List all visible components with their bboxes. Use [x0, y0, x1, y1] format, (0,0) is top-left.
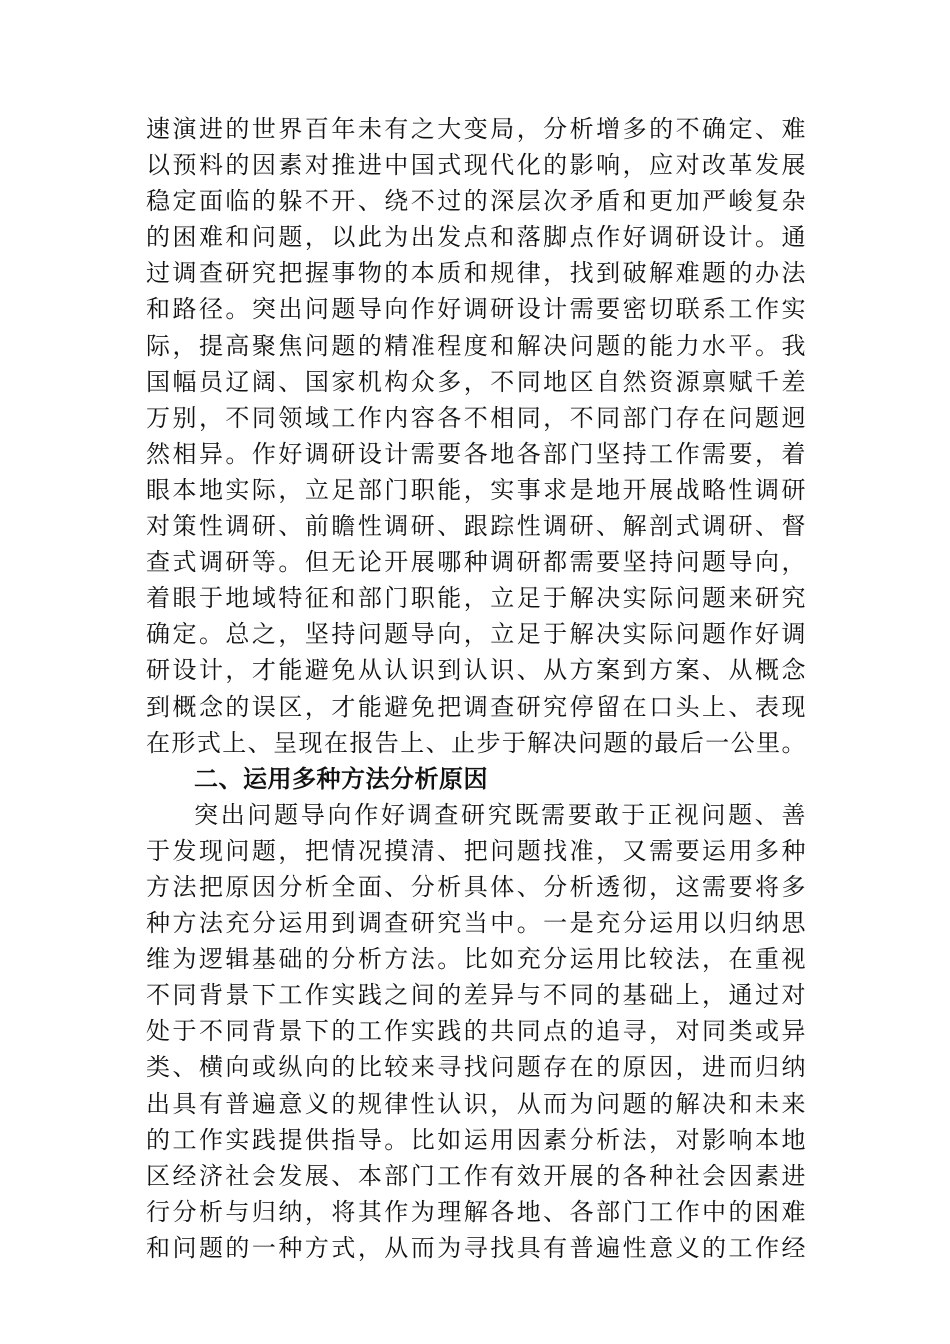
- text-line: 和问题的一种方式，从而为寻找具有普遍性意义的工作经: [146, 1233, 806, 1262]
- text-line: 国幅员辽阔、国家机构众多，不同地区自然资源禀赋千差: [146, 367, 806, 396]
- text-line: 的困难和问题，以此为出发点和落脚点作好调研设计。通: [146, 223, 806, 252]
- text-line: 的工作实践提供指导。比如运用因素分析法，对影响本地: [146, 1125, 806, 1154]
- text-line: 维为逻辑基础的分析方法。比如充分运用比较法，在重视: [146, 945, 806, 974]
- text-line: 到概念的误区，才能避免把调查研究停留在口头上、表现: [146, 692, 806, 721]
- text-line: 际，提高聚焦问题的精准程度和解决问题的能力水平。我: [146, 331, 806, 360]
- text-line: 然相异。作好调研设计需要各地各部门坚持工作需要，着: [146, 439, 806, 468]
- text-line: 稳定面临的躲不开、绕不过的深层次矛盾和更加严峻复杂: [146, 187, 806, 216]
- text-line: 着眼于地域特征和部门职能，立足于解决实际问题来研究: [146, 584, 806, 613]
- text-line: 种方法充分运用到调查研究当中。一是充分运用以归纳思: [146, 909, 806, 938]
- text-line: 在形式上、呈现在报告上、止步于解决问题的最后一公里。: [146, 728, 806, 757]
- text-line: 万别，不同领域工作内容各不相同，不同部门存在问题迥: [146, 403, 806, 432]
- paragraph-1: [146, 111, 806, 761]
- text-line: 突出问题导向作好调查研究既需要敢于正视问题、善: [194, 800, 806, 829]
- text-line: 类、横向或纵向的比较来寻找问题存在的原因，进而归纳: [146, 1053, 806, 1082]
- text-line: 研设计，才能避免从认识到认识、从方案到方案、从概念: [146, 656, 806, 685]
- text-line: 方法把原因分析全面、分析具体、分析透彻，这需要将多: [146, 872, 806, 901]
- text-line: 区经济社会发展、本部门工作有效开展的各种社会因素进: [146, 1161, 806, 1190]
- text-line: 处于不同背景下的工作实践的共同点的追寻，对同类或异: [146, 1017, 806, 1046]
- text-line: 和路径。突出问题导向作好调研设计需要密切联系工作实: [146, 295, 806, 324]
- text-line: 于发现问题，把情况摸清、把问题找准，又需要运用多种: [146, 836, 806, 865]
- document-page: [146, 111, 806, 1266]
- text-line: 确定。总之，坚持问题导向，立足于解决实际问题作好调: [146, 620, 806, 649]
- text-line: 行分析与归纳，将其作为理解各地、各部门工作中的困难: [146, 1197, 806, 1226]
- paragraph-2: [146, 797, 806, 1266]
- text-line: 速演进的世界百年未有之大变局，分析增多的不确定、难: [146, 115, 806, 143]
- text-line: 对策性调研、前瞻性调研、跟踪性调研、解剖式调研、督: [146, 512, 806, 541]
- text-line: 出具有普遍意义的规律性认识，从而为问题的解决和未来: [146, 1089, 806, 1118]
- text-line: 以预料的因素对推进中国式现代化的影响，应对改革发展: [146, 151, 806, 180]
- text-line: 查式调研等。但无论开展哪种调研都需要坚持问题导向，: [146, 548, 806, 577]
- section-heading: 二、运用多种方法分析原因: [194, 764, 488, 793]
- text-line: 过调查研究把握事物的本质和规律，找到破解难题的办法: [146, 259, 806, 288]
- text-line: 不同背景下工作实践之间的差异与不同的基础上，通过对: [146, 981, 806, 1010]
- text-line: 眼本地实际，立足部门职能，实事求是地开展战略性调研: [146, 475, 806, 504]
